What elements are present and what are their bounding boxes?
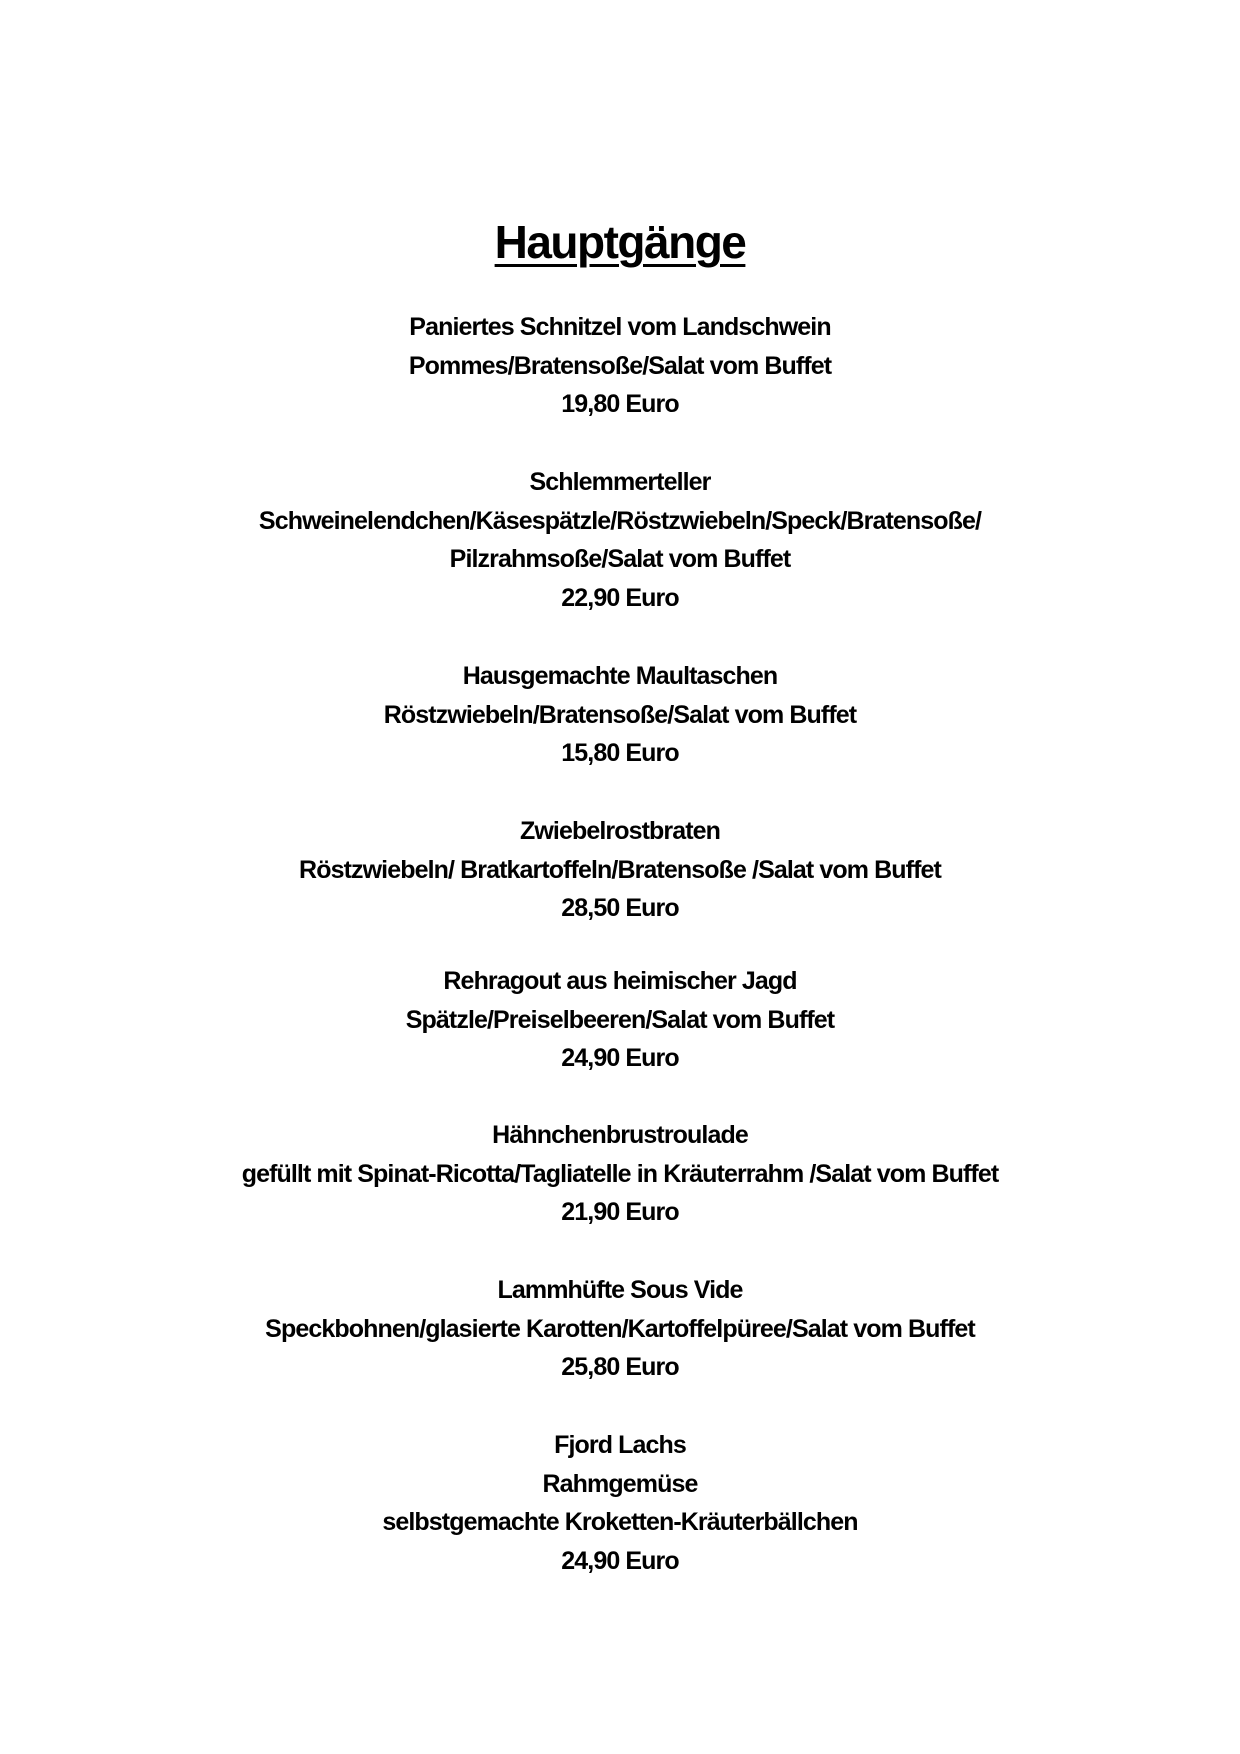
dish-item xyxy=(0,657,1240,773)
dish-sides: Speckbohnen/glasierte Karotten/Kartoffelpüree/Salat vom Buffet xyxy=(265,1314,975,1343)
dish-name: Rehragout aus heimischer Jagd xyxy=(443,967,797,995)
dish-item xyxy=(0,308,1240,424)
menu-title xyxy=(0,212,1240,272)
dish-name: Hähnchenbrustroulade xyxy=(492,1121,748,1149)
dish-item xyxy=(0,812,1240,928)
dish-sides: Pilzrahmsoße/Salat vom Buffet xyxy=(449,545,791,574)
dish-sides: Schweinelendchen/Käsespätzle/Röstzwiebeln/Speck/Bratensoße/ xyxy=(258,506,982,535)
dish-item xyxy=(0,1426,1240,1580)
dish-name: Hausgemachte Maultaschen xyxy=(462,662,778,690)
dish-price: 21,90 Euro xyxy=(561,1198,679,1227)
dish-sides: gefüllt mit Spinat-Ricotta/Tagliatelle in Kräuterrahm /Salat vom Buffet xyxy=(241,1159,999,1188)
dish-sides: Spätzle/Preiselbeeren/Salat vom Buffet xyxy=(405,1005,835,1034)
dish-name: Zwiebelrostbraten xyxy=(519,817,721,845)
dish-name: Paniertes Schnitzel vom Landschwein xyxy=(409,313,831,341)
dish-sides: Rahmgemüse xyxy=(542,1469,698,1498)
dish-name: Lammhüfte Sous Vide xyxy=(497,1276,743,1304)
dish-name: Fjord Lachs xyxy=(554,1431,686,1459)
dish-price: 25,80 Euro xyxy=(561,1353,679,1382)
dish-price: 15,80 Euro xyxy=(561,739,679,768)
dish-sides: Pommes/Bratensoße/Salat vom Buffet xyxy=(408,351,832,380)
dish-item xyxy=(0,463,1240,617)
dish-item xyxy=(0,962,1240,1078)
dish-price: 22,90 Euro xyxy=(561,583,679,612)
dish-price: 28,50 Euro xyxy=(561,894,679,923)
dish-item xyxy=(0,1116,1240,1232)
dish-sides: Röstzwiebeln/ Bratkartoffeln/Bratensoße /Salat vom Buffet xyxy=(299,855,941,884)
dish-name: Schlemmerteller xyxy=(529,468,711,496)
dish-item xyxy=(0,1271,1240,1387)
dish-price: 24,90 Euro xyxy=(561,1546,679,1575)
menu-title-text: Hauptgänge xyxy=(494,216,746,268)
dish-sides: selbstgemachte Kroketten-Kräuterbällchen xyxy=(382,1508,858,1537)
dish-sides: Röstzwiebeln/Bratensoße/Salat vom Buffet xyxy=(383,700,857,729)
dish-price: 24,90 Euro xyxy=(561,1044,679,1073)
dish-price: 19,80 Euro xyxy=(561,390,679,419)
